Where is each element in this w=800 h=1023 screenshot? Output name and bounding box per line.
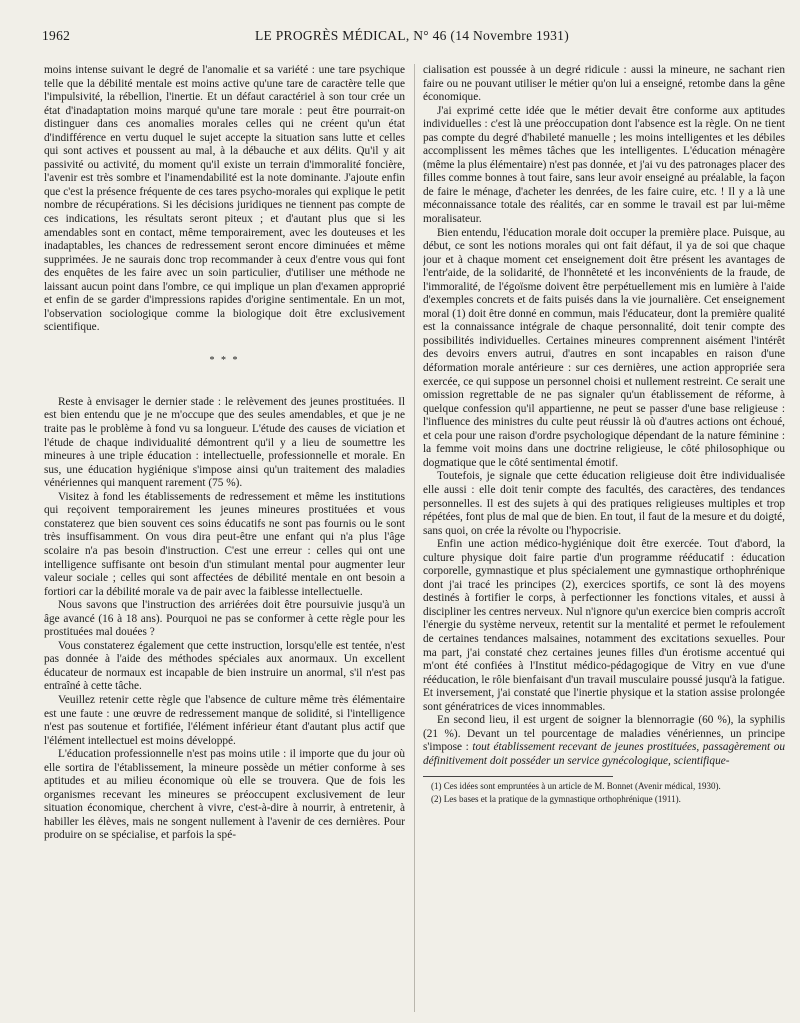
paragraph: Reste à envisager le dernier stade : le relèvement des jeunes prostituées. Il est bien entendu que je ne m'occupe que des seules amendables, et que je ne traite pas le problème à fond vu sa longueur. L'étude des causes de viciation et l'étude de chaque individualité démontrent qu'il y a lieu de soumettre les mineures à une triple éducation : intellectuelle, professionnelle et morale. En sus, une éducation hygiénique s'impose ainsi qu'un traitement des maladies vénériennes qui manquent rarement (75 %). xyxy=(44,395,405,490)
section-asterism: * * * xyxy=(209,354,240,366)
paragraph: cialisation est poussée à un degré ridicule : aussi la mineure, ne sachant rien faire ou ne pouvant utiliser le métier qu'on lui a enseigné, retombe dans la gêne économique. xyxy=(423,64,785,104)
paragraph-text: En second lieu, il est urgent de soigner la blennorragie (60 %), la syphilis (21 %). Devant un tel pourcentage de maladies vénériennes, un principe s'impose : xyxy=(423,714,785,754)
paragraph xyxy=(423,714,785,768)
paragraph: Vous constaterez également que cette instruction, lorsqu'elle est tentée, n'est pas donnée à l'aide des méthodes spéciales aux anormaux. Un excellent éducateur de normaux est incapable de bien instruire un anormal, s'il n'est pas entraîné à cette tâche. xyxy=(44,639,405,693)
footnotes xyxy=(423,781,785,805)
paragraph: Bien entendu, l'éducation morale doit occuper la première place. Puisque, au début, ce sont les notions morales qui ont fait défaut, il ya de soi que chaque jour et à chaque moment cet enseignement doit être présent les avantages de l'entr'aide, de la solidarité, de l'honnêteté et les inconvénients de la fraude, de l'immoralité, de l'égoïsme doivent être perpétuellement mis en lumière à l'aide d'exemples concrets et de faits puisés dans la vie journalière. Cet enseignement moral (1) doit être donné en commun, mais l'éducateur, dont la première qualité est la connaissance intégrale de chaque personnalité, doit tenir compte des possibilités individuelles. Certaines mineures comprennent aisément l'intérêt des devoirs envers autrui, d'autres en sont incapables en raison d'une déformation morale antérieure : sur ces dernières, une action appropriée sera exercée, ce qui suppose un personnel choisi et nullement restreint. Ce serait une omission regrettable de ne pas signaler qu'un établissement de réforme, à quelque confession qu'il appartienne, ne peut se passer d'une base religieuse : l'influence des ministres du culte peut réussir là où d'autres actions ont échoué, et cela pour une raison d'ordre psychologique dépendant de la nature féminine : la femme voit moins dans une doctrine religieuse, le côté philosophique ou dogmatique que le côté sentimental émotif. xyxy=(423,226,785,469)
running-title: LE PROGRÈS MÉDICAL, N° 46 (14 Novembre 1931) xyxy=(254,28,570,43)
footnote: (1) Ces idées sont empruntées à un article de M. Bonnet (Avenir médical, 1930). xyxy=(431,781,721,792)
paragraph-italic-text: tout établissement recevant de jeunes prostituées, passagèrement ou définitivement doit posséder un service gynécologique, scientifique- xyxy=(423,741,785,767)
paragraph: Veuillez retenir cette règle que l'absence de culture même très élémentaire est une faute : une œuvre de redressement manque de solidité, si l'intelligence n'est pas soutenue et fortifiée, l'élément inférieur étant d'autant plus actif que l'élément intellectuel est moins développé. xyxy=(44,693,405,747)
footnote-rule xyxy=(423,776,613,777)
paragraph: Toutefois, je signale que cette éducation religieuse doit être individualisée elle aussi : elle doit tenir compte des facultés, des caractères, des tendances personnelles. Il est des sujets à qui des pratiques religieuses multiples et trop répétées, font plus de mal que de bien. En tout, il faut de la mesure et du doigté, sans quoi, on crée la révolte ou l'hypocrisie. xyxy=(423,470,785,537)
paragraph: L'éducation professionnelle n'est pas moins utile : il importe que du jour où elle sortira de l'établissement, la mineure possède un métier conforme à ses aptitudes et au milieu économique où elle se trouvera. Que de fois les organismes recevant les mineures se préoccupent exclusivement de leur situation économique, cherchent à vivre, c'est-à-dire à nourrir, à entretenir, à habiller les élèves, mais ne songent nullement à l'avenir de ces dernières. Pour produire on se spécialise, et parfois la spé- xyxy=(44,748,405,842)
page-number: 1962 xyxy=(42,28,71,43)
paragraph: Nous savons que l'instruction des arriérées doit être poursuivie jusqu'à un âge avancé (16 à 18 ans). Pourquoi ne pas se conformer à cette règle pour les prostituées mal douées ? xyxy=(44,599,405,639)
right-column xyxy=(423,64,785,1012)
paragraph: moins intense suivant le degré de l'anomalie et sa variété : une tare psychique telle que la débilité mentale est moins active qu'une tare de caractère telle que l'impulsivité, la rébellion, l'inertie. Et un défaut caractériel à son tour crée un état d'inadaptation moins marqué qu'une tare morale : peut être pourrait-on distinguer dans ces anomalies morales celles qui ne créent qu'un état d'indifférence en vertu duquel le sujet accepte la situation sans lutte et celles qui sont actives et poussent au mal, à la débauche et aux délits. Qu'il y ait passivité ou activité, du moment qu'il existe un terrain d'immoralité foncière, l'avenir est très sombre et l'inamendabilité est la note dominante. J'ajoute enfin que c'est la présence fréquente de ces tares psycho-morales qui explique le petit nombre de récupérations. Si les décisions juridiques ne tiennent pas compte de ces indications, les résultats seront piteux ; et d'autant plus que si les amendables sont en contact, même temporairement, avec les douteuses et les inadaptables, les chances de redressement seront encore diminuées et même supprimées. Je ne saurais donc trop recommander à ceux d'entre vous qui font des enquêtes de les faire avec un soin particulier, d'utiliser une méthode ne laissant aucun point dans l'ombre, ce qui implique un plan d'examen approprié et enfin de se garder d'impressions rapides d'origine sentimentale. En un mot, l'observation sociologique comme la biologique doit être exclusivement scientifique. xyxy=(44,64,405,334)
paragraph: Enfin une action médico-hygiénique doit être exercée. Tout d'abord, la culture physique doit faire partie d'un programme rééducatif : éducation corporelle, gymnastique et plus spécialement une gymnastique orthophrénique dont j'ai tracé les principes (2), exercices sportifs, ce sont là des moyens destinés à fortifier le corps, à perfectionner les fonctions vitales, et aussi à discipliner les centres nerveux. Nul n'ignore qu'un exercice bien compris accroît l'énergie du système nerveux, retentit sur la mentalité et permet le refoulement de certaines tendances malsaines, notamment des excitations sexuelles. Pour ma part, j'ai constaté chez certaines jeunes filles d'un érotisme accentué qui m'ont été confiées à l'Institut médico-pédagogique de Vitry en vue d'une rééducation, le rôle bienfaisant d'un travail musculaire poussé jusqu'à la fatigue. Et inversement, j'ai constaté que l'inertie physique et la station assise prolongée sont génératrices de vices innommables. xyxy=(423,538,785,713)
footnote: (2) Les bases et la pratique de la gymnastique orthophrénique (1911). xyxy=(431,793,681,804)
page-header xyxy=(42,28,782,46)
paragraph: J'ai exprimé cette idée que le métier devait être conforme aux aptitudes individuelles : c'est là une préoccupation dont l'absence est la règle. On ne tient pas compte du degré d'habileté manuelle ; les moins intelligentes et les débiles accomplissent les mêmes tâches que les intelligentes. L'éducation ménagère (même la plus élémentaire) n'est pas donnée, et j'ai vu des patronages placer des filles comme bonnes à tout faire, sans leur avoir enseigné au préalable, la façon de faire le ménage, d'acheter les denrées, de les faire cuire, etc. ! Il y a là une méconnaissance totale des réalités, car en somme le travail est par lui-même moralisateur. xyxy=(423,104,785,226)
left-column xyxy=(44,64,405,1012)
column-divider xyxy=(414,64,415,1012)
paragraph: Visitez à fond les établissements de redressement et même les institutions qui reçoivent temporairement les jeunes mineures prostituées et vous constaterez que bien souvent ces soins éducatifs ne sont pas fournis ou le sont très insuffisamment. On vous dira peut-être une enfant qui n'a plus l'âge scolaire n'a pas besoin d'instruction. C'est une erreur : celles qui ont une intelligence suffisante ont besoin d'un stimulant mental pour augmenter leur valeur sociale ; celles qui sont affectées de débilité mentale en ont besoin a fortiori car la débilité morale va de pair avec la faiblesse intellectuelle. xyxy=(44,490,405,598)
